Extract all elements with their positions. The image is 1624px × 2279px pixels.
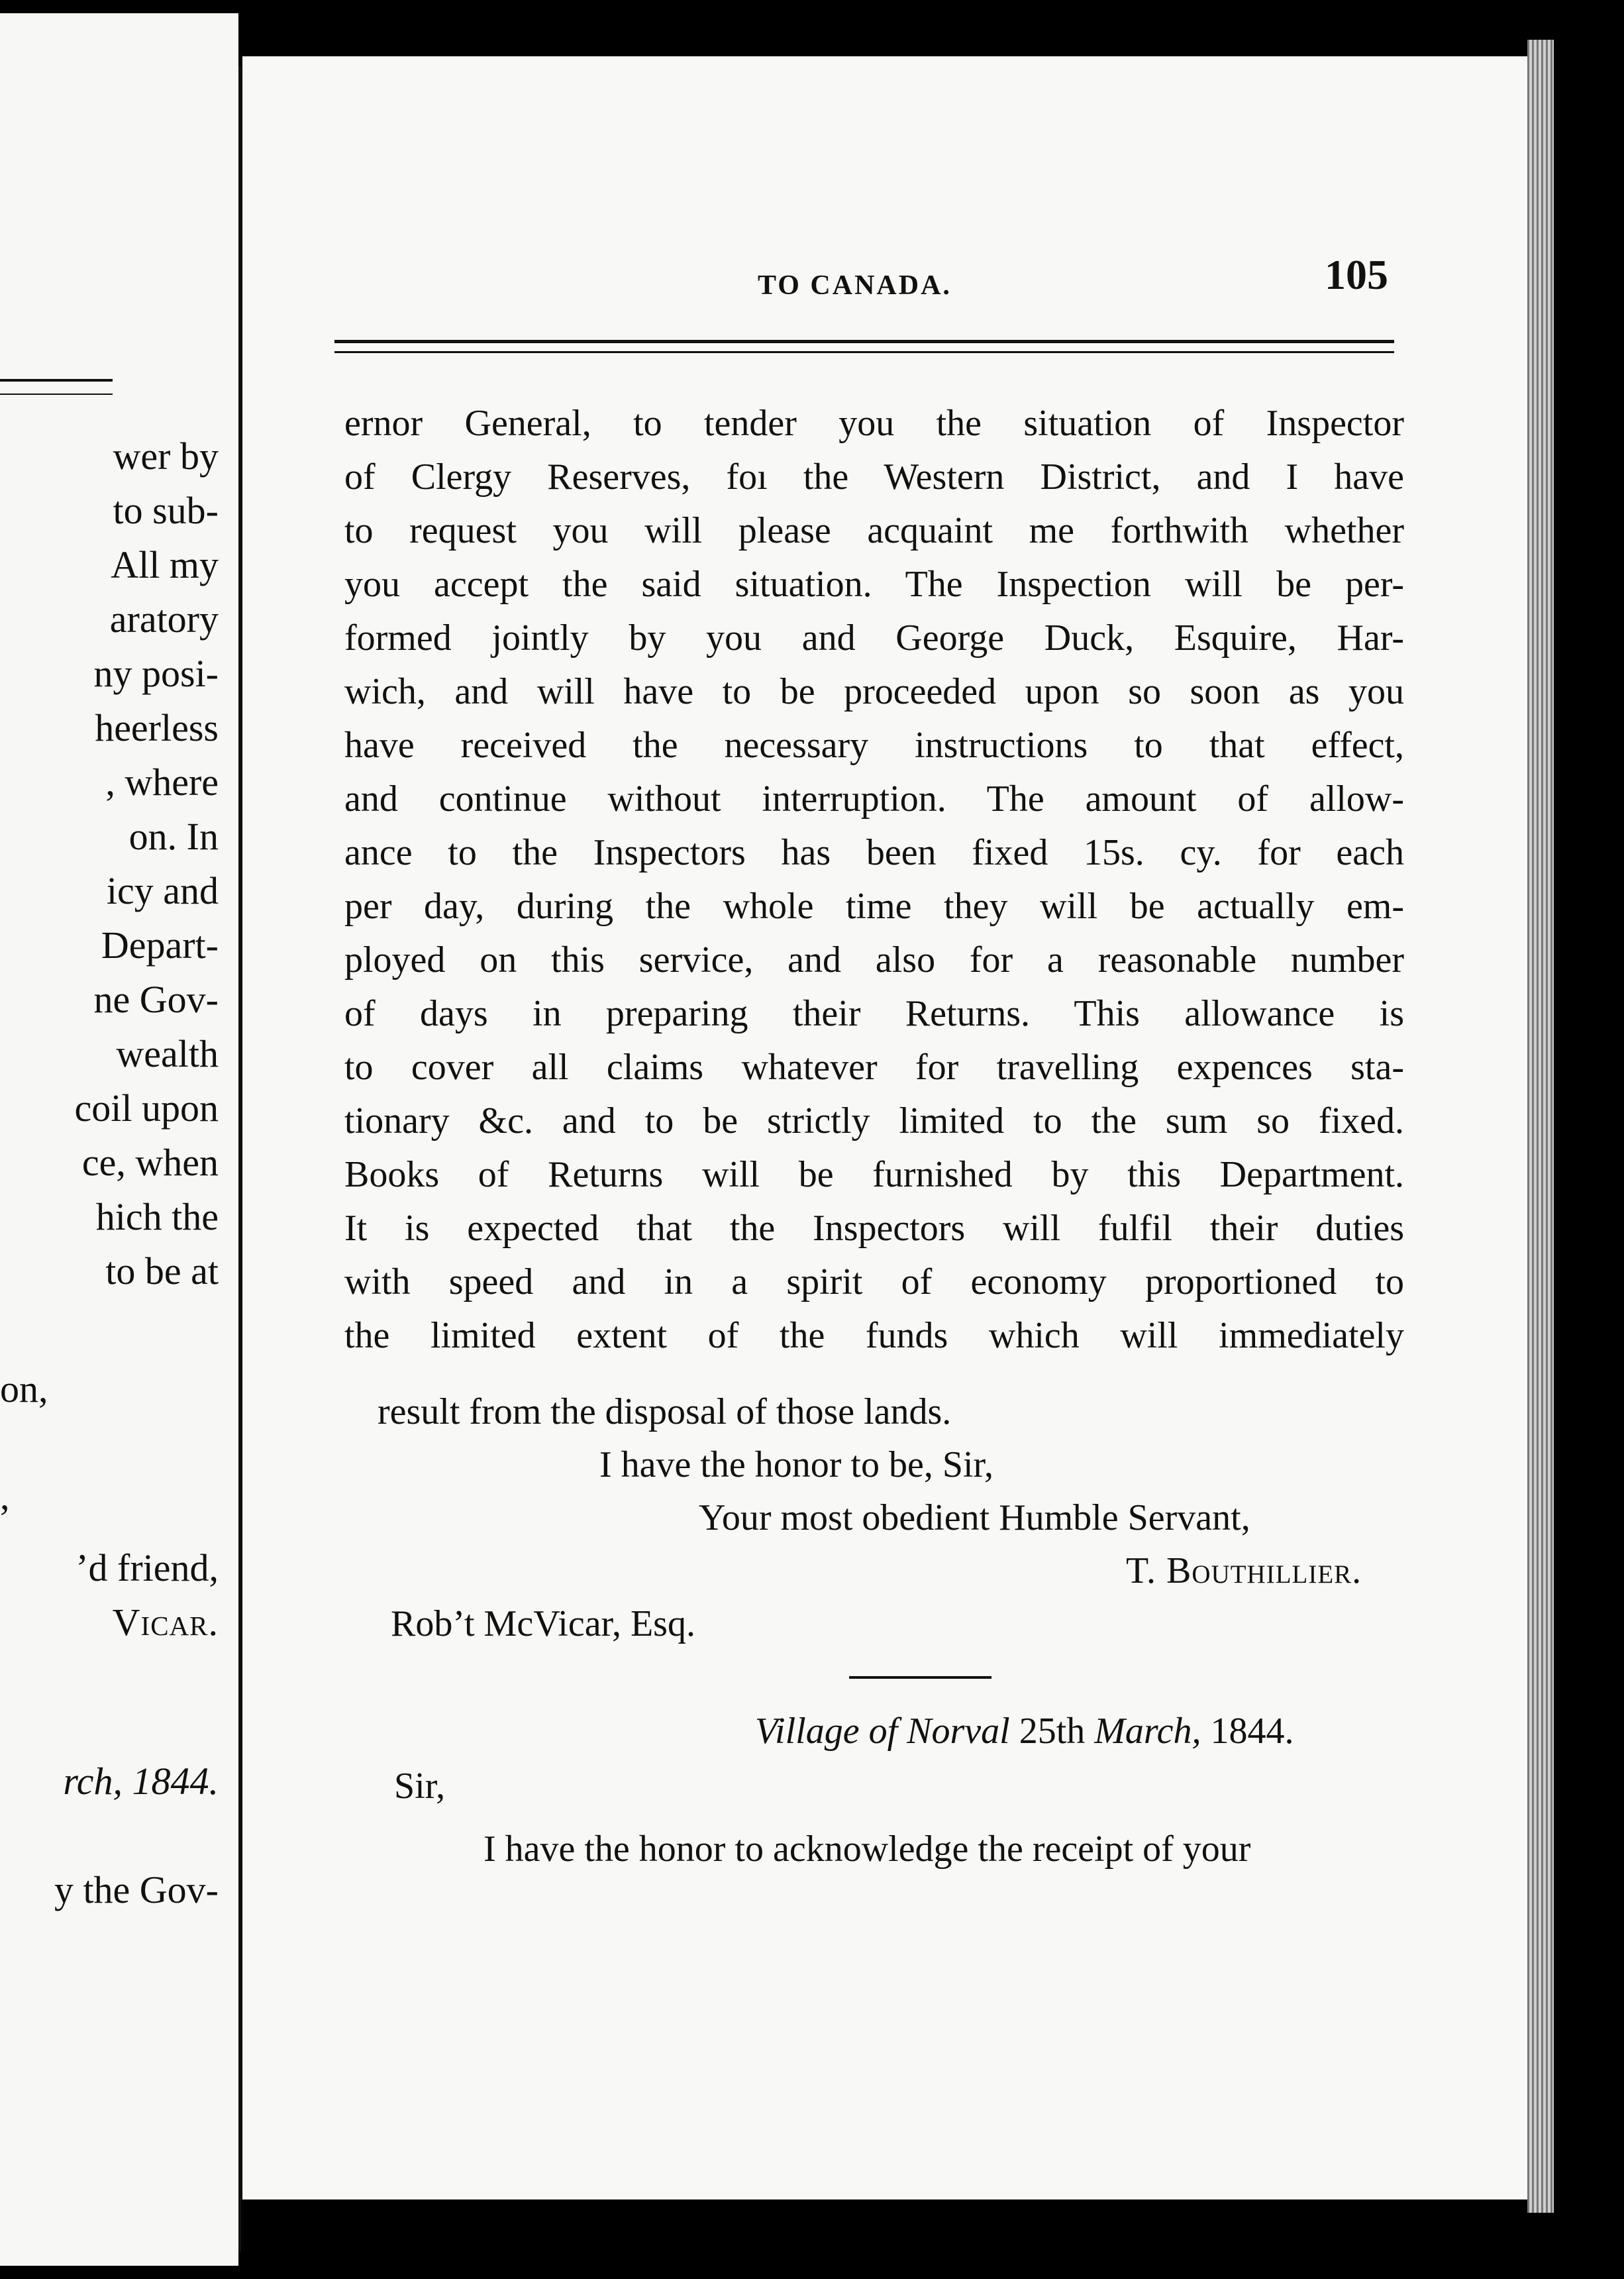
body-line: and continue without interruption. The amount of allow- <box>344 778 1404 820</box>
left-page-line: aratory <box>109 598 219 641</box>
body-line: ernor General, to tender you the situation of Inspector <box>344 403 1404 444</box>
next-letter-line: I have the honor to acknowledge the receipt of your <box>483 1828 1251 1870</box>
body-line: wich, and will have to be proceeded upon so soon as you <box>344 671 1404 712</box>
separator-rule <box>849 1676 991 1679</box>
left-page-line: rch, 1844. <box>63 1760 219 1803</box>
body-line: to cover all claims whatever for travelling expences sta- <box>344 1047 1404 1088</box>
body-line: of days in preparing their Returns. This allowance is <box>344 993 1404 1034</box>
page-number: 105 <box>1325 251 1388 298</box>
signature: T. Bouthillier. <box>1126 1550 1362 1591</box>
left-page-line: to be at <box>105 1249 219 1293</box>
salutation: Sir, <box>394 1766 446 1807</box>
dateline-day: 25th <box>1019 1711 1086 1752</box>
dateline-month: March, <box>1094 1711 1201 1752</box>
addressee: Rob’t McVicar, Esq. <box>391 1603 695 1644</box>
body-line: you accept the said situation. The Inspection will be per- <box>344 564 1404 605</box>
left-page-line: ne Gov- <box>93 978 219 1021</box>
left-page-line: , <box>0 1475 10 1518</box>
left-page-line: to sub- <box>113 489 219 532</box>
body-line: to request you will please acquaint me forthwith whether <box>344 510 1404 551</box>
body-line: with speed and in a spirit of economy proportioned to <box>344 1261 1404 1302</box>
left-page-line: coil upon <box>74 1086 219 1130</box>
body-line: It is expected that the Inspectors will fulfil their duties <box>344 1208 1404 1249</box>
body-line: ance to the Inspectors has been fixed 15s. cy. for each <box>344 832 1404 873</box>
body-line: Books of Returns will be furnished by this Department. <box>344 1154 1404 1195</box>
left-page-line: ce, when <box>81 1141 219 1184</box>
left-page-line: ny posi- <box>93 652 219 695</box>
left-page-line: Depart- <box>101 924 219 967</box>
body-line: of Clergy Reserves, foı the Western District, and I have <box>344 456 1404 498</box>
body-line: per day, during the whole time they will be actually em- <box>344 886 1404 927</box>
dateline-year: 1844. <box>1210 1711 1294 1752</box>
left-page-line: Vicar. <box>112 1601 219 1644</box>
left-page-line: heerless <box>95 706 219 749</box>
left-page-line: wer by <box>113 435 219 478</box>
left-page-line: y the Gov- <box>54 1868 219 1911</box>
left-page-line: wealth <box>116 1032 219 1075</box>
left-page-line: , where <box>105 761 219 804</box>
previous-page-fragment <box>0 13 238 2266</box>
left-page-line: ’d friend, <box>76 1546 219 1589</box>
body-line: tionary &c. and to be strictly limited to the sum so fixed. <box>344 1100 1404 1141</box>
body-line: result from the disposal of those lands. <box>378 1391 952 1432</box>
left-page-line: All my <box>111 543 219 586</box>
closing-line: Your most obedient Humble Servant, <box>699 1497 1250 1538</box>
left-page-line: on, <box>0 1367 48 1410</box>
dateline-place: Village of Norval <box>755 1711 1010 1752</box>
page-edge <box>1527 40 1554 2213</box>
dateline <box>755 1711 1294 1752</box>
closing-line: I have the honor to be, Sir, <box>599 1444 993 1485</box>
left-page-line: hich the <box>95 1195 219 1238</box>
body-line: the limited extent of the funds which will immediately <box>344 1315 1404 1356</box>
header-rule <box>334 351 1394 353</box>
body-line: formed jointly by you and George Duck, Esquire, Har- <box>344 617 1404 659</box>
left-page-head-rule <box>0 379 113 395</box>
running-head: TO CANADA. <box>758 270 952 301</box>
body-line: have received the necessary instructions to that effect, <box>344 725 1404 766</box>
left-page-line: icy and <box>106 869 219 912</box>
left-page-line: on. In <box>128 815 219 858</box>
header-rule <box>334 340 1394 343</box>
body-line: ployed on this service, and also for a reasonable number <box>344 939 1404 980</box>
